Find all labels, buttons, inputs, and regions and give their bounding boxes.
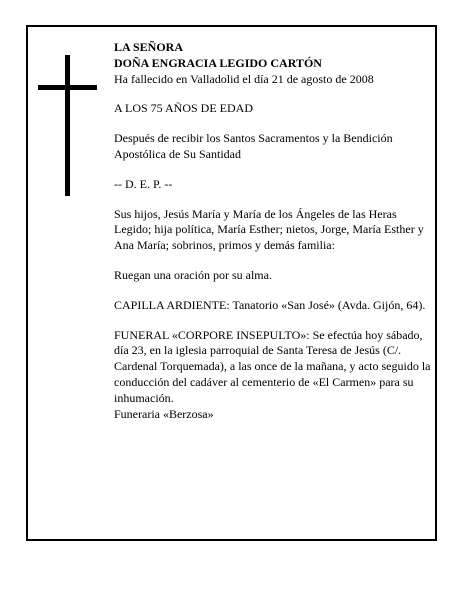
family-paragraph: Sus hijos, Jesús María y María de los Ángeles de las Heras Legido; hija política, María Esther; nietos, Jorge, María Esther y Ana María; sobrinos, primos y demás familia: bbox=[114, 206, 424, 253]
prayer-line: Ruegan una oración por su alma. bbox=[114, 267, 272, 282]
obituary-text bbox=[114, 40, 432, 422]
cross-horizontal-bar bbox=[38, 85, 97, 90]
funeral-home: Funeraria «Berzosa» bbox=[114, 406, 214, 421]
deceased-name: DOÑA ENGRACIA LEGIDO CARTÓN bbox=[114, 55, 322, 70]
death-info: Ha fallecido en Valladolid el día 21 de agosto de 2008 bbox=[114, 71, 374, 86]
age-line: A LOS 75 AÑOS DE EDAD bbox=[114, 101, 254, 116]
sacraments-paragraph: Después de recibir los Santos Sacramentos y la Bendición Apostólica de Su Santidad bbox=[114, 131, 393, 161]
chapel-paragraph: CAPILLA ARDIENTE: Tanatorio «San José» (Avda. Gijón, 64). bbox=[114, 297, 426, 312]
heading-title: LA SEÑORA bbox=[114, 40, 184, 54]
cross-vertical-bar bbox=[65, 55, 70, 196]
funeral-paragraph: FUNERAL «CORPORE INSEPULTO»: Se efectúa hoy sábado, día 23, en la iglesia parroquial de Santa Teresa de Jesús (C/. Cardenal Torquemada), a las once de la mañana, y acto seguido la conducción del cadáver al cementerio de «El Carmen» para su inhumación. bbox=[114, 327, 431, 405]
rip-line: -- D. E. P. -- bbox=[114, 176, 173, 191]
